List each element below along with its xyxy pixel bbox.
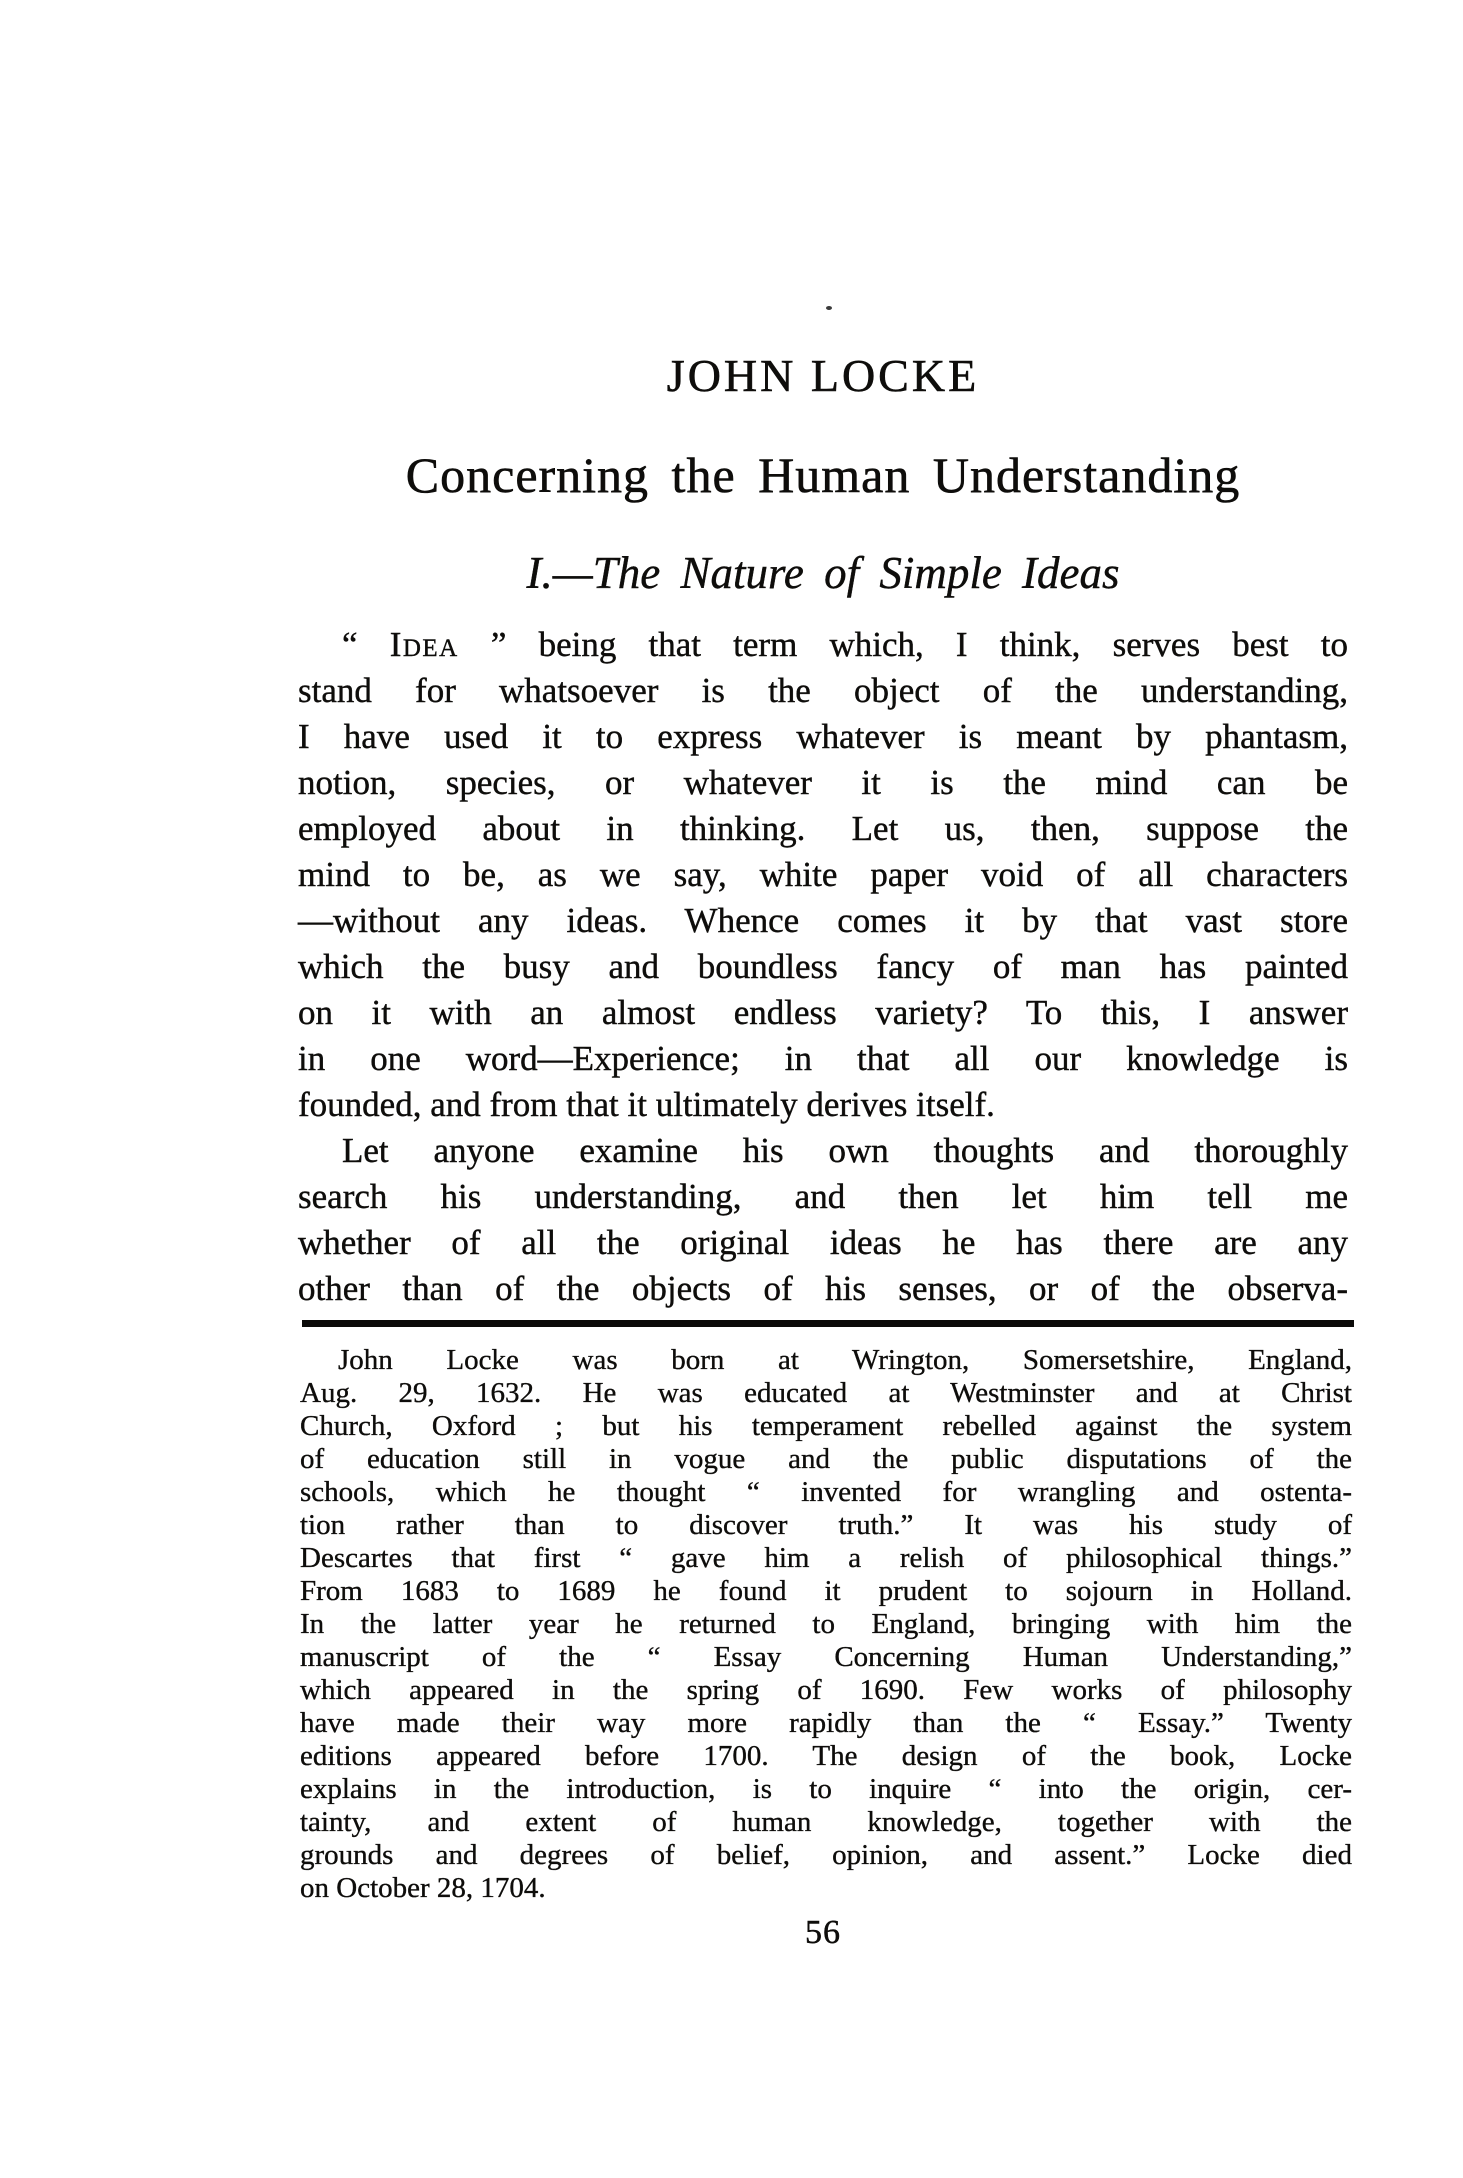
body-paragraph-1 — [298, 622, 1348, 1128]
text-line — [298, 622, 1348, 668]
page-subtitle: Concerning the Human Understanding — [405, 447, 1241, 503]
text-line: Aug. 29, 1632. He was educated at Westminster and at Christ — [300, 1377, 1352, 1409]
page-number: 56 — [805, 1914, 841, 1951]
text-line: have made their way more rapidly than the “ Essay.” Twenty — [300, 1707, 1352, 1739]
text-segment: “ — [342, 625, 390, 664]
smallcaps-term: Idea — [389, 625, 459, 664]
text-line: of education still in vogue and the public disputations of the — [300, 1443, 1352, 1475]
text-line: —without any ideas. Whence comes it by that vast store — [298, 901, 1348, 940]
text-line: Descartes that first “ gave him a relish of philosophical things.” — [300, 1542, 1352, 1574]
text-line: grounds and degrees of belief, opinion, and assent.” Locke died — [300, 1839, 1352, 1871]
text-line: search his understanding, and then let him tell me — [298, 1177, 1348, 1216]
page-title: JOHN LOCKE — [666, 350, 980, 401]
text-line: tion rather than to discover truth.” It was his study of — [300, 1509, 1352, 1541]
text-segment: ” being that term which, I think, serves best to — [458, 625, 1348, 664]
footnote-divider-rule — [302, 1320, 1354, 1327]
text-line: tainty, and extent of human knowledge, together with the — [300, 1806, 1352, 1838]
body-paragraph-2 — [298, 1128, 1348, 1312]
text-line: manuscript of the “ Essay Concerning Human Understanding,” — [300, 1641, 1352, 1673]
text-line: other than of the objects of his senses, or of the observa- — [298, 1269, 1348, 1308]
text-line: schools, which he thought “ invented for wrangling and ostenta- — [300, 1476, 1352, 1508]
text-line: on October 28, 1704. — [300, 1872, 546, 1904]
text-line: editions appeared before 1700. The design of the book, Locke — [300, 1740, 1352, 1772]
footnote-text — [300, 1344, 1352, 1905]
text-line: on it with an almost endless variety? To this, I answer — [298, 993, 1348, 1032]
text-line: stand for whatsoever is the object of the understanding, — [298, 671, 1348, 710]
text-line: explains in the introduction, is to inquire “ into the origin, cer- — [300, 1773, 1352, 1805]
text-line: founded, and from that it ultimately derives itself. — [298, 1085, 995, 1124]
text-line: employed about in thinking. Let us, then, suppose the — [298, 809, 1348, 848]
text-line: which the busy and boundless fancy of man has painted — [298, 947, 1348, 986]
text-line: notion, species, or whatever it is the mind can be — [298, 763, 1348, 802]
text-line: Let anyone examine his own thoughts and thoroughly — [342, 1131, 1348, 1170]
text-line: in one word—Experience; in that all our knowledge is — [298, 1039, 1348, 1078]
scan-artifact-dot — [826, 306, 832, 310]
text-line: From 1683 to 1689 he found it prudent to sojourn in Holland. — [300, 1575, 1352, 1607]
text-line: whether of all the original ideas he has there are any — [298, 1223, 1348, 1262]
text-line: John Locke was born at Wrington, Somersetshire, England, — [338, 1344, 1352, 1376]
text-line: Church, Oxford ; but his temperament rebelled against the system — [300, 1410, 1352, 1442]
text-line: In the latter year he returned to England, bringing with him the — [300, 1608, 1352, 1640]
text-line: which appeared in the spring of 1690. Few works of philosophy — [300, 1674, 1352, 1706]
main-text — [298, 622, 1348, 1312]
text-line: mind to be, as we say, white paper void of all characters — [298, 855, 1348, 894]
text-line: I have used it to express whatever is meant by phantasm, — [298, 717, 1348, 756]
section-heading: I.—The Nature of Simple Ideas — [526, 548, 1120, 598]
